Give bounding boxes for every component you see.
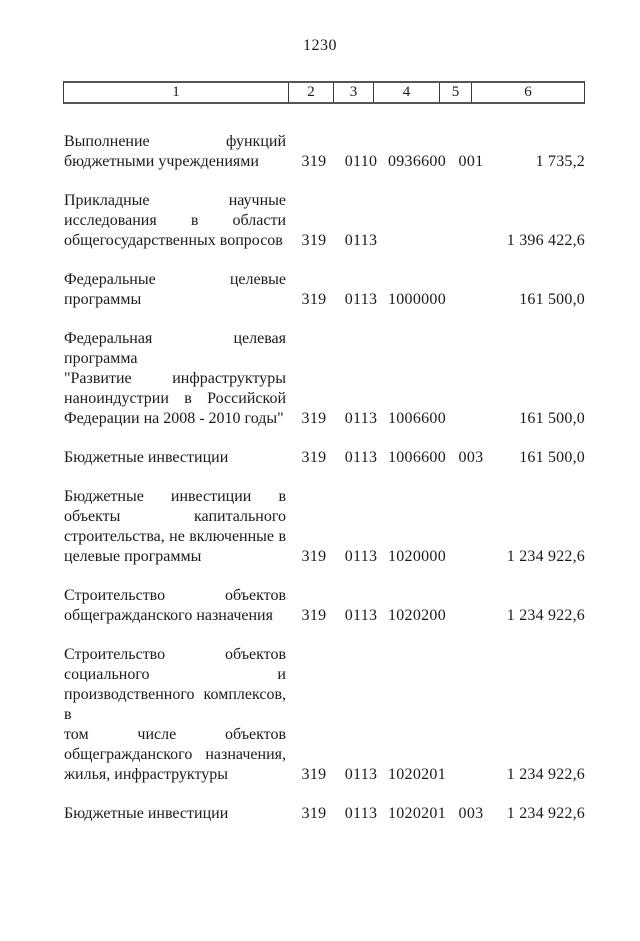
table-header-col-1: 1 xyxy=(172,84,180,100)
row-code-target-article: 1006600 xyxy=(387,410,447,427)
row-amount: 1 234 922,6 xyxy=(506,766,585,783)
table-row xyxy=(0,270,640,310)
description-line: Бюджетные инвестиции xyxy=(64,805,229,822)
description-line: строительства, не включенные в xyxy=(64,528,286,545)
row-code-chapter: 319 xyxy=(301,548,327,565)
row-amount: 161 500,0 xyxy=(519,291,585,308)
row-amount: 161 500,0 xyxy=(519,410,585,427)
row-code-section: 0113 xyxy=(344,607,378,624)
row-code-expense-type: 003 xyxy=(458,805,484,822)
row-code-chapter: 319 xyxy=(301,232,327,249)
description-line: Федеральная целевая программа xyxy=(64,330,286,367)
document-page xyxy=(0,36,640,824)
row-amount: 1 234 922,6 xyxy=(506,607,585,624)
row-code-target-article: 1020000 xyxy=(387,548,447,565)
row-amount: 1 735,2 xyxy=(535,153,585,170)
description-line: Выполнение функций xyxy=(64,133,286,150)
description-line: общегражданского назначения xyxy=(64,607,273,624)
row-amount: 1 234 922,6 xyxy=(506,548,585,565)
row-code-section: 0113 xyxy=(344,232,378,249)
table-header-col-5: 5 xyxy=(439,83,471,102)
row-description xyxy=(64,448,286,468)
table-row xyxy=(0,191,640,251)
row-amount: 1 234 922,6 xyxy=(506,805,585,822)
description-line: жилья, инфраструктуры xyxy=(64,766,229,783)
description-line: Прикладные научные xyxy=(64,192,286,209)
row-description xyxy=(64,132,286,172)
row-code-chapter: 319 xyxy=(301,291,327,308)
description-line: производственного комплексов, в xyxy=(64,686,286,723)
row-code-target-article: 1020201 xyxy=(387,766,447,783)
table-row xyxy=(0,329,640,429)
description-line: том числе объектов xyxy=(64,726,286,743)
row-code-section: 0110 xyxy=(344,153,378,170)
row-code-section: 0113 xyxy=(344,805,378,822)
row-description xyxy=(64,191,286,251)
description-line: Строительство объектов xyxy=(64,587,286,604)
table-header-row xyxy=(63,81,585,104)
table-header-col-4: 4 xyxy=(373,83,439,102)
row-code-chapter: 319 xyxy=(301,805,327,822)
row-code-section: 0113 xyxy=(344,766,378,783)
description-line: бюджетными учреждениями xyxy=(64,153,259,170)
row-code-chapter: 319 xyxy=(301,449,327,466)
row-description xyxy=(64,645,286,785)
description-line: Федерации на 2008 - 2010 годы" xyxy=(64,410,284,427)
description-line: общегосударственных вопросов xyxy=(64,232,283,249)
description-line: Строительство объектов xyxy=(64,646,286,663)
description-line: объекты капитального xyxy=(64,508,286,525)
table-row xyxy=(0,448,640,468)
table-row xyxy=(0,487,640,567)
row-code-chapter: 319 xyxy=(301,410,327,427)
table-row xyxy=(0,804,640,824)
row-description xyxy=(64,487,286,567)
description-line: общегражданского назначения, xyxy=(64,746,286,763)
table-row xyxy=(0,645,640,785)
description-line: социального и xyxy=(64,666,286,683)
table-header-col-3: 3 xyxy=(333,83,373,102)
table-row xyxy=(0,132,640,172)
row-description xyxy=(64,270,286,310)
description-line: программы xyxy=(64,291,142,308)
description-line: Федеральные целевые xyxy=(64,271,286,288)
row-description xyxy=(64,586,286,626)
row-description xyxy=(64,329,286,429)
table-row xyxy=(0,586,640,626)
description-line: Бюджетные инвестиции xyxy=(64,449,229,466)
row-code-target-article: 1000000 xyxy=(387,291,447,308)
table-header-col-6: 6 xyxy=(471,83,584,102)
description-line: наноиндустрии в Российской xyxy=(64,390,286,407)
row-description xyxy=(64,804,286,824)
row-code-chapter: 319 xyxy=(301,153,327,170)
description-line: целевые программы xyxy=(64,548,202,565)
table-body xyxy=(0,132,640,824)
row-amount: 1 396 422,6 xyxy=(506,232,585,249)
row-code-target-article: 1020201 xyxy=(387,805,447,822)
row-amount: 161 500,0 xyxy=(519,449,585,466)
row-code-target-article: 1006600 xyxy=(387,449,447,466)
description-line: "Развитие инфраструктуры xyxy=(64,370,286,387)
description-line: исследования в области xyxy=(64,212,286,229)
page-number: 1230 xyxy=(303,37,337,54)
row-code-section: 0113 xyxy=(344,410,378,427)
row-code-chapter: 319 xyxy=(301,607,327,624)
row-code-expense-type: 003 xyxy=(458,449,484,466)
row-code-target-article: 0936600 xyxy=(387,153,447,170)
row-code-section: 0113 xyxy=(344,291,378,308)
row-code-chapter: 319 xyxy=(301,766,327,783)
row-code-section: 0113 xyxy=(344,548,378,565)
row-code-section: 0113 xyxy=(344,449,378,466)
row-code-target-article: 1020200 xyxy=(387,607,447,624)
row-code-expense-type: 001 xyxy=(458,153,484,170)
description-line: Бюджетные инвестиции в xyxy=(64,488,286,505)
table-header-col-2: 2 xyxy=(288,83,333,102)
